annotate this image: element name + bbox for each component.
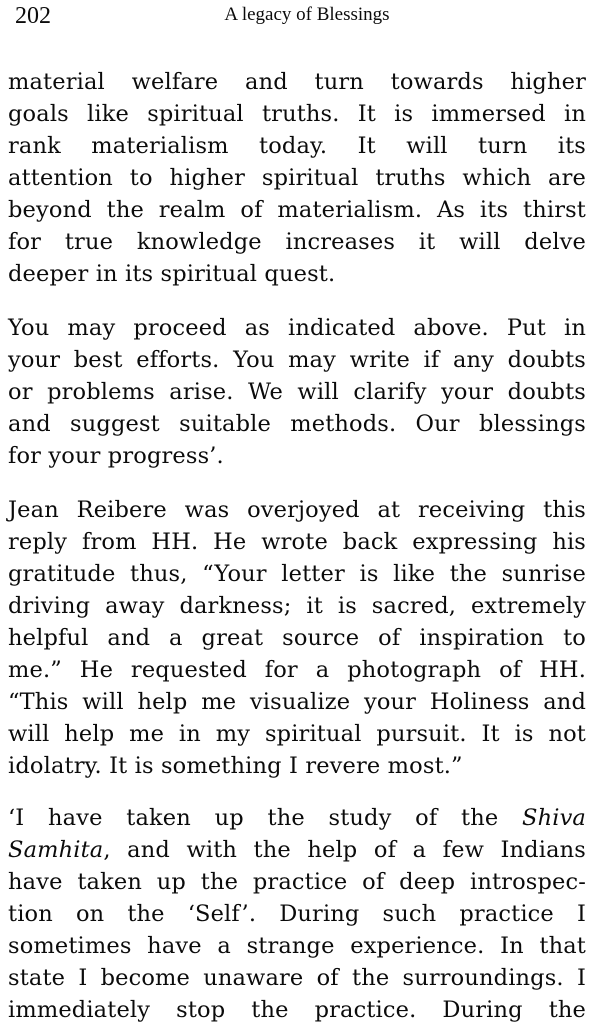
- book-title: Shiva: [522, 805, 586, 831]
- text-line: me.” He requested for a photograph of HH.: [8, 657, 586, 683]
- text-line: deeper in its spiritual quest.: [8, 261, 336, 287]
- text-line: [8, 802, 586, 834]
- body-text: [8, 66, 586, 1026]
- paragraph: [8, 802, 586, 1026]
- text-line: beyond the realm of materialism. As its thirst: [8, 197, 586, 223]
- text-line: for your progress’.: [8, 443, 224, 469]
- paragraph-gap: [8, 472, 586, 494]
- text-line: state I become unaware of the surroundings. I: [8, 965, 586, 991]
- page-number: 202: [15, 3, 51, 29]
- paragraph-gap: [8, 782, 586, 802]
- text-line: helpful and a great source of inspiration to: [8, 625, 586, 651]
- text-line: rank materialism today. It will turn its: [8, 133, 586, 159]
- text-line: reply from HH. He wrote back expressing his: [8, 529, 586, 555]
- paragraph: [8, 494, 586, 782]
- text-line: immediately stop the practice. During the: [8, 997, 586, 1023]
- paragraph: [8, 312, 586, 472]
- text-line: will help me in my spiritual pursuit. It is not: [8, 721, 586, 747]
- text-line: goals like spiritual truths. It is immersed in: [8, 101, 586, 127]
- text-line: You may proceed as indicated above. Put in: [8, 315, 586, 341]
- text-line: material welfare and turn towards higher: [8, 69, 586, 95]
- text-line: idolatry. It is something I revere most.”: [8, 753, 463, 779]
- text-line: attention to higher spiritual truths which are: [8, 165, 586, 191]
- text-line: gratitude thus, “Your letter is like the sunrise: [8, 561, 586, 587]
- paragraph-gap: [8, 290, 586, 312]
- book-title: Samhita: [8, 837, 104, 863]
- text-line: your best efforts. You may write if any doubts: [8, 347, 586, 373]
- text-line: Jean Reibere was overjoyed at receiving this: [8, 497, 586, 523]
- text-line: “This will help me visualize your Holiness and: [8, 689, 586, 715]
- text-line: [8, 834, 586, 866]
- text-line: and suggest suitable methods. Our blessings: [8, 411, 586, 437]
- text-run: , and with the help of a few Indians: [103, 837, 586, 863]
- text-line: have taken up the practice of deep introspec-: [8, 869, 586, 895]
- text-line: tion on the ‘Self’. During such practice I: [8, 901, 586, 927]
- text-line: sometimes have a strange experience. In that: [8, 933, 586, 959]
- text-line: driving away darkness; it is sacred, extremely: [8, 593, 586, 619]
- paragraph: [8, 66, 586, 290]
- text-run: ‘I have taken up the study of the: [8, 805, 523, 831]
- text-line: or problems arise. We will clarify your doubts: [8, 379, 586, 405]
- running-head: A legacy of Blessings: [224, 4, 390, 25]
- page-header: [8, 0, 586, 30]
- text-line: for true knowledge increases it will delve: [8, 229, 586, 255]
